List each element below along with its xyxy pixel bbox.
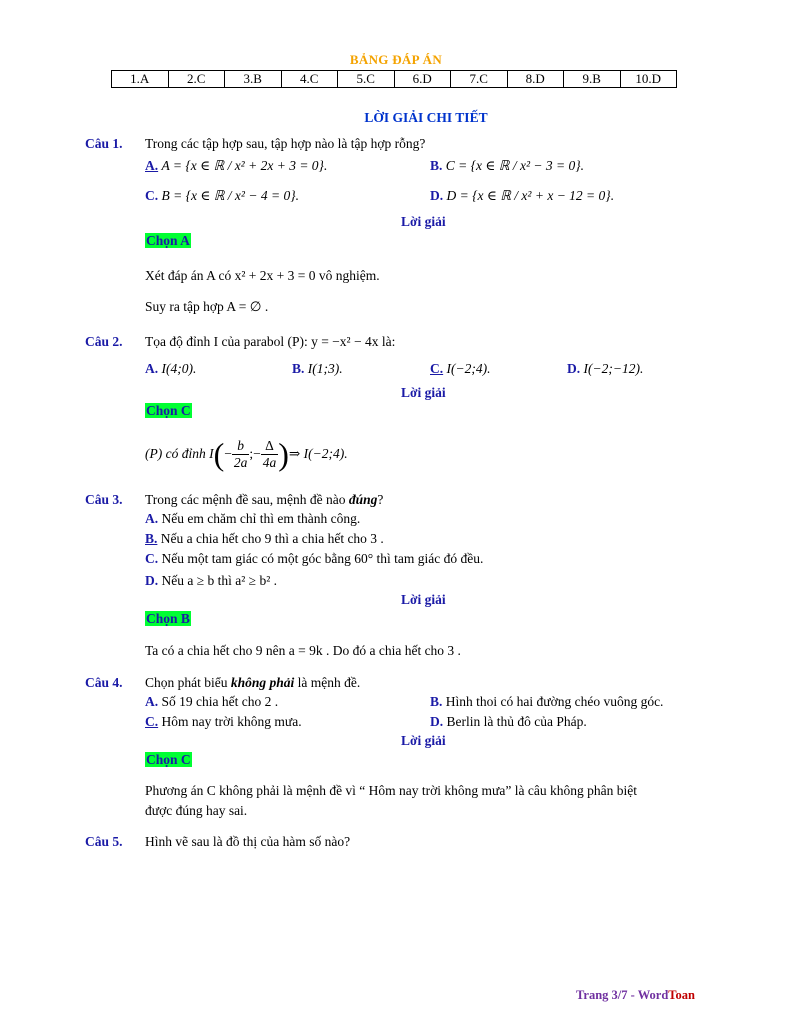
q3-option-c-text: Nếu một tam giác có một góc bằng 60° thì tam giác đó đều. — [161, 551, 484, 566]
q4-stem-pre: Chọn phát biểu — [145, 675, 231, 690]
q1-option-c-letter: C. — [145, 188, 159, 203]
q1-option-d-text: D = {x ∈ ℝ / x² + x − 12 = 0}. — [446, 188, 615, 203]
q2-solution-formula — [145, 434, 348, 474]
q1-solution-label: Lời giải — [401, 214, 446, 229]
q4-option-b-letter: B. — [430, 694, 443, 709]
footer-separator: - — [627, 988, 638, 1002]
q2-fraction-2 — [261, 438, 279, 471]
q2-option-a-text: I(4;0). — [161, 361, 197, 376]
q2-option-b — [292, 361, 343, 377]
q3-option-a-letter: A. — [145, 511, 159, 526]
q4-choice — [145, 752, 192, 768]
q2-option-a-letter: A. — [145, 361, 159, 376]
q3-option-a-text: Nếu em chăm chỉ thì em thành công. — [161, 511, 361, 526]
q2-fraction-1-den: 2a — [233, 454, 248, 470]
q3-option-d-text: Nếu a ≥ b thì a² ≥ b² . — [161, 573, 278, 588]
answer-key-title: BẢNG ĐÁP ÁN — [349, 52, 443, 67]
answer-cell: 8.D — [507, 71, 564, 88]
q3-stem-pre: Trong các mệnh đề sau, mệnh đề nào — [145, 492, 349, 507]
q4-stem-post: là mệnh đề. — [294, 675, 361, 690]
answer-cell: 2.C — [168, 71, 225, 88]
q2-semicolon: ;− — [249, 446, 261, 461]
q2-fraction-2-den: 4a — [262, 454, 277, 470]
q2-option-c-letter: C. — [430, 361, 444, 376]
q5-label: Câu 5. — [85, 834, 123, 849]
q1-option-b-text: C = {x ∈ ℝ / x² − 3 = 0}. — [445, 158, 584, 173]
q3-stem — [145, 492, 383, 508]
q3-choice — [145, 611, 191, 627]
q4-option-a-text: Số 19 chia hết cho 2 . — [161, 694, 279, 709]
q5-stem: Hình vẽ sau là đồ thị của hàm số nào? — [145, 834, 351, 849]
q4-option-a-letter: A. — [145, 694, 159, 709]
q4-option-b — [430, 694, 663, 710]
q4-option-d-letter: D. — [430, 714, 444, 729]
q1-option-c-text: B = {x ∈ ℝ / x² − 4 = 0}. — [161, 188, 299, 203]
q2-fraction-1-num: b — [232, 438, 250, 455]
solutions-title: LỜI GIẢI CHI TIẾT — [364, 110, 488, 125]
q2-option-a — [145, 361, 196, 377]
q2-solution-suffix: ⇒ I(−2;4). — [288, 446, 348, 461]
q2-option-d — [567, 361, 643, 377]
q2-option-d-letter: D. — [567, 361, 581, 376]
q4-option-b-text: Hình thoi có hai đường chéo vuông góc. — [445, 694, 664, 709]
q2-choice-badge: Chọn C — [146, 403, 191, 418]
footer-word: Word — [637, 988, 669, 1002]
q3-solution-label: Lời giải — [401, 592, 446, 607]
q1-label: Câu 1. — [85, 136, 123, 151]
q2-paren-close: ) — [278, 436, 289, 472]
q4-solution-line1: Phương án C không phải là mệnh đề vì “ Hôm nay trời không mưa” là câu không phân biệt — [145, 783, 637, 798]
answer-cell: 10.D — [620, 71, 677, 88]
q3-option-d — [145, 573, 277, 589]
footer-page-number: 3/7 — [611, 988, 628, 1002]
q1-option-b-letter: B. — [430, 158, 443, 173]
q3-option-c — [145, 551, 483, 567]
q1-stem: Trong các tập hợp sau, tập hợp nào là tập hợp rỗng? — [145, 136, 426, 151]
q2-option-b-text: I(1;3). — [307, 361, 343, 376]
q1-solution-line1: Xét đáp án A có x² + 2x + 3 = 0 vô nghiệm. — [145, 268, 380, 283]
q4-stem — [145, 675, 360, 691]
q3-option-a — [145, 511, 360, 527]
q4-option-c-letter: C. — [145, 714, 159, 729]
answer-key-table — [111, 70, 677, 88]
q2-option-b-letter: B. — [292, 361, 305, 376]
q4-option-c-text: Hôm nay trời không mưa. — [161, 714, 302, 729]
q1-option-d-letter: D. — [430, 188, 444, 203]
q2-option-c — [430, 361, 490, 377]
q2-fraction-2-num: Δ — [261, 438, 279, 455]
q4-choice-badge: Chọn C — [146, 752, 191, 767]
q2-paren-open: ( — [213, 436, 225, 472]
q1-choice — [145, 233, 191, 249]
q1-choice-badge: Chọn A — [146, 233, 190, 248]
q2-fraction-1 — [232, 438, 250, 471]
q3-label: Câu 3. — [85, 492, 123, 507]
q4-option-d-text: Berlin là thủ đô của Pháp. — [446, 714, 587, 729]
q3-choice-badge: Chọn B — [146, 611, 190, 626]
q3-solution-line: Ta có a chia hết cho 9 nên a = 9k . Do đó a chia hết cho 3 . — [145, 643, 461, 658]
q2-stem: Tọa độ đỉnh I của parabol (P): y = −x² − 4x là: — [145, 334, 396, 349]
q2-option-d-text: I(−2;−12). — [583, 361, 644, 376]
q3-option-b-letter: B. — [145, 531, 158, 546]
q1-solution-line2: Suy ra tập hợp A = ∅ . — [145, 299, 269, 314]
q1-option-a-letter: A. — [145, 158, 159, 173]
q4-option-d — [430, 714, 587, 730]
answer-cell: 6.D — [394, 71, 451, 88]
q1-option-c — [145, 188, 299, 204]
q4-stem-emphasis: không phải — [230, 675, 295, 690]
page-footer — [576, 988, 695, 1003]
q3-option-b-text: Nếu a chia hết cho 9 thì a chia hết cho 3 . — [160, 531, 384, 546]
q4-label: Câu 4. — [85, 675, 123, 690]
footer-toan: Toan — [668, 988, 695, 1002]
q1-option-a — [145, 158, 327, 174]
q1-option-a-text: A = {x ∈ ℝ / x² + 2x + 3 = 0}. — [161, 158, 328, 173]
q3-stem-post: ? — [377, 492, 384, 507]
q3-option-b — [145, 531, 384, 547]
q2-minus-1: − — [224, 446, 232, 461]
answer-cell: 7.C — [451, 71, 508, 88]
q4-solution-line2: được đúng hay sai. — [145, 803, 248, 818]
q2-choice — [145, 403, 192, 419]
answer-cell: 4.C — [281, 71, 338, 88]
q2-label: Câu 2. — [85, 334, 123, 349]
q1-option-b — [430, 158, 584, 174]
q2-solution-label: Lời giải — [401, 385, 446, 400]
q4-option-c — [145, 714, 302, 730]
q2-option-c-text: I(−2;4). — [446, 361, 491, 376]
answer-cell: 5.C — [338, 71, 395, 88]
answer-cell: 9.B — [564, 71, 621, 88]
q2-solution-prefix: (P) có đỉnh I — [145, 446, 214, 461]
q1-option-d — [430, 188, 614, 204]
q3-stem-emphasis: đúng — [348, 492, 378, 507]
q3-option-c-letter: C. — [145, 551, 159, 566]
answer-cell: 3.B — [225, 71, 282, 88]
answer-cell: 1.A — [112, 71, 169, 88]
footer-trang: Trang — [576, 988, 609, 1002]
q4-option-a — [145, 694, 278, 710]
q3-option-d-letter: D. — [145, 573, 159, 588]
q4-solution-label: Lời giải — [401, 733, 446, 748]
